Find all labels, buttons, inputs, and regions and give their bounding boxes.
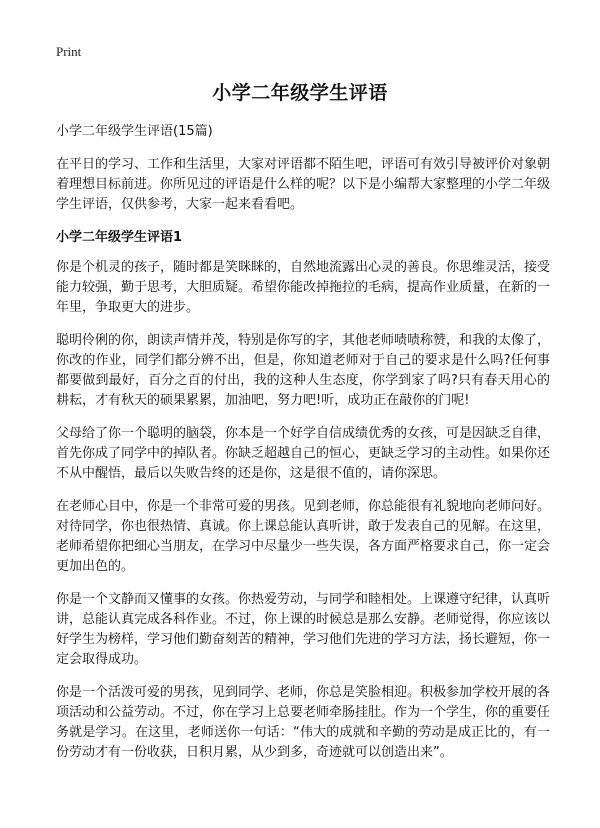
comment-paragraph-4: 在老师心目中，你是一个非常可爱的男孩。见到老师，你总能很有礼貌地向老师问好。对待同学，你也很热情、真诚。你上课总能认真听讲，敢于发表自己的见解。在这里，老师希望你把细心当朋友，在学习中尽量少一些失误，各方面严格要求自己，你一定会更加出色的。: [56, 499, 551, 574]
comment-paragraph-3: 父母给了你一个聪明的脑袋，你本是一个好学自信成绩优秀的女孩，可是因缺乏自律，首先你成了同学中的掉队者。你缺乏超越自己的恒心，更缺乏学习的主动性。如果你还不从中醒悟，最后以失败告终的还是你，这是很不值的，请你深思。: [56, 426, 551, 481]
intro-paragraph: 在平日的学习、工作和生活里，大家对评语都不陌生吧，评语可有效引导被评价对象朝着理想目标前进。你所见过的评语是什么样的呢？以下是小编帮大家整理的小学二年级学生评语，仅供参考，大家一起来看看吧。: [56, 157, 551, 212]
comment-paragraph-5: 你是一个文静而又懂事的女孩。你热爱劳动，与同学和睦相处。上课遵守纪律，认真听讲，总能认真完成各科作业。不过，你上课的时候总是那么安静。老师觉得，你应该以好学生为榜样，学习他们勤奋刻苦的精神，学习他们先进的学习方法，扬长避短，你一定会取得成功。: [56, 592, 551, 667]
comment-paragraph-1: 你是个机灵的孩子，随时都是笑眯眯的，自然地流露出心灵的善良。你思维灵活，接受能力较强，勤于思考，大胆质疑。希望你能改掉拖拉的毛病，提高作业质量，在新的一年里，争取更大的进步。: [56, 260, 551, 315]
document-body: [56, 122, 550, 776]
print-link[interactable]: Print: [56, 44, 82, 59]
comment-paragraph-2: 聪明伶俐的你，朗读声情并茂，特别是你写的字，其他老师啧啧称赞，和我的太像了，你改的作业，同学们都分辨不出，但是，你知道老师对于自己的要求是什么吗?任何事都要做到最好，百分之百的付出，我的这种人生态度，你学到家了吗?只有春天用心的耕耘，才有秋天的硕果累累，加油吧，努力吧!听，成功正在敲你的门呢!: [56, 333, 551, 408]
comment-paragraph-6: 你是一个活泼可爱的男孩，见到同学、老师，你总是笑脸相迎。积极参加学校开展的各项活动和公益劳动。不过，你在学习上总要老师牵肠挂肚。作为一个学生，你的重要任务就是学习。在这里，老师送你一句话：“伟大的成就和辛勤的劳动是成正比的，有一份劳动才有一份收获，日积月累，从少到多，奇迹就可以创造出来”。: [56, 685, 551, 760]
section-heading: 小学二年级学生评语1: [56, 230, 183, 245]
document-title: 小学二年级学生评语: [212, 82, 388, 104]
document-subtitle: 小学二年级学生评语(15篇): [56, 124, 213, 139]
